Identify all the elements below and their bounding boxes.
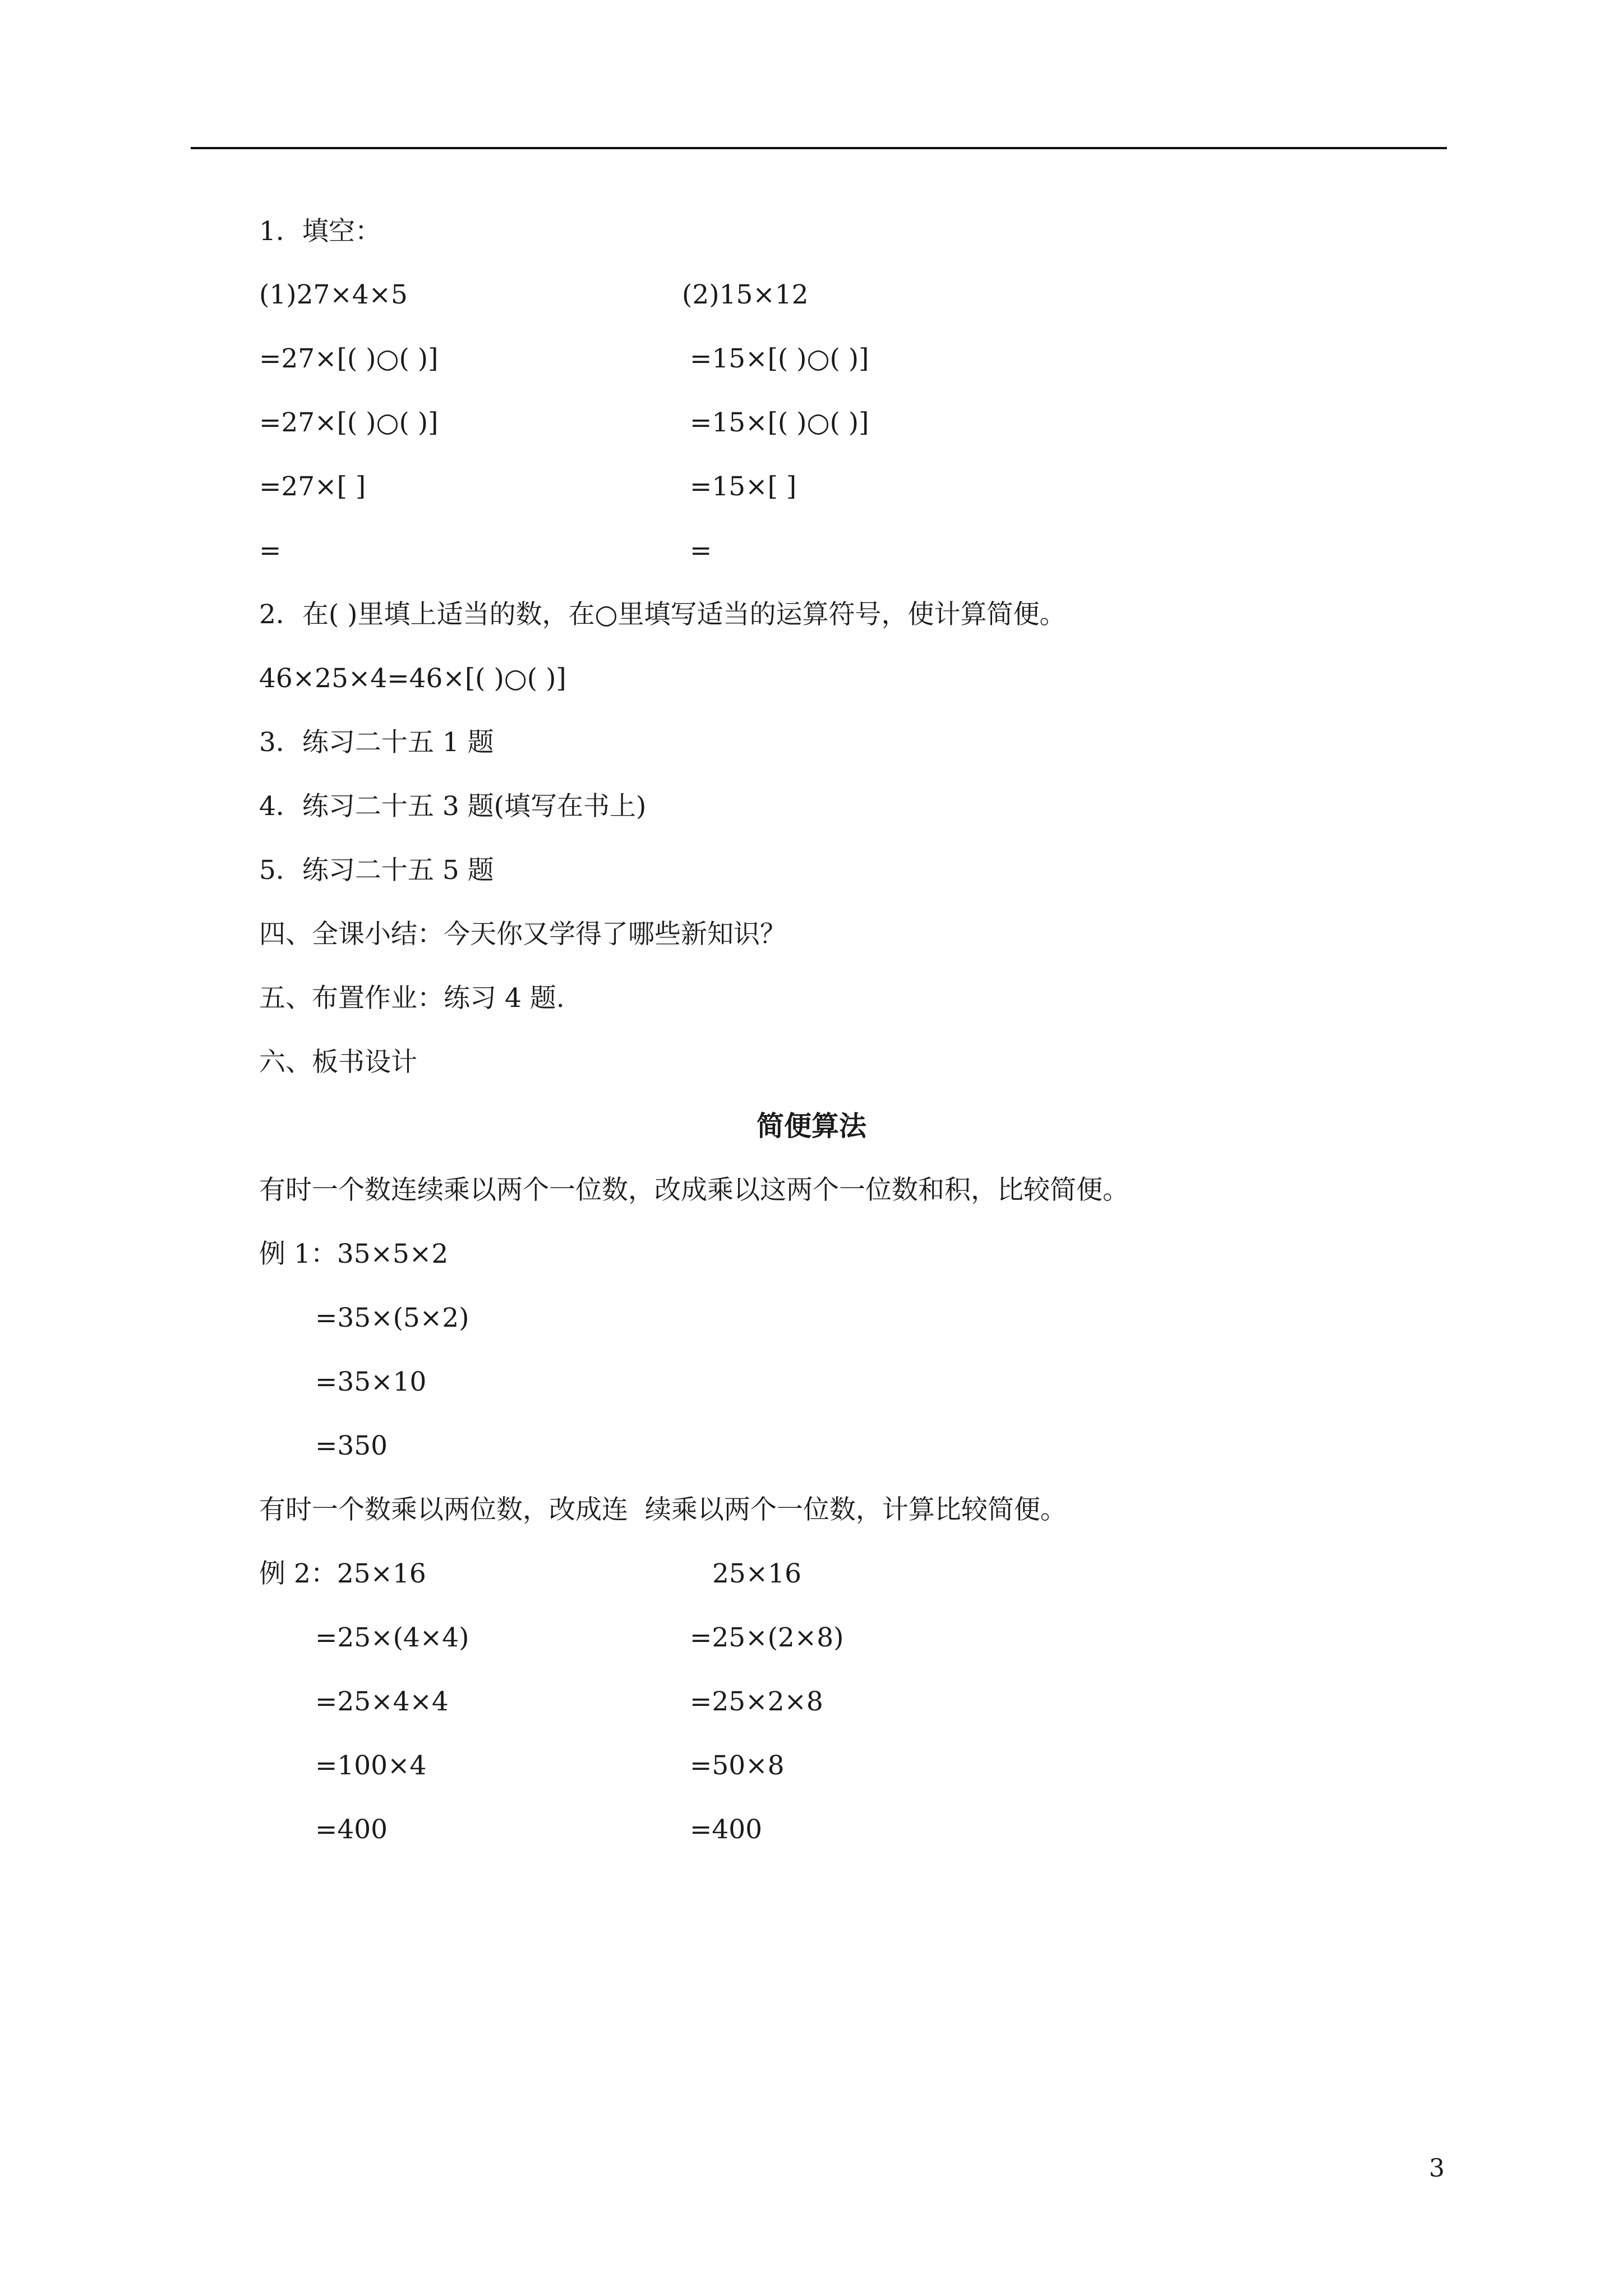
example-1-line: =35×(5×2) <box>315 1303 469 1333</box>
board-title: 简便算法 <box>756 1110 866 1142</box>
exercise-1-right-line: = <box>690 535 712 566</box>
example-2-left-line: =400 <box>315 1814 388 1845</box>
exercise-1-left-line: =27×[ ] <box>259 471 366 502</box>
exercise-1-right-line: =15×[( )○( )] <box>690 343 869 374</box>
exercise-1-left-line: (1)27×4×5 <box>259 279 408 310</box>
page-number: 3 <box>1429 2154 1445 2183</box>
board-rule-2: 有时一个数乘以两位数，改成连 续乘以两个一位数，计算比较简便。 <box>259 1494 1067 1525</box>
example-2-right-line: =25×(2×8) <box>690 1622 844 1653</box>
example-1-line: =35×10 <box>315 1366 427 1397</box>
exercise-2-expression: 46×25×4=46×[( )○( )] <box>259 663 566 694</box>
exercise-2-instruction: 2．在( )里填上适当的数，在○里填写适当的运算符号，使计算简便。 <box>259 599 1066 630</box>
exercise-1-left-line: = <box>259 535 282 566</box>
example-1-line: =350 <box>315 1430 388 1461</box>
example-2-left-line: =25×4×4 <box>315 1686 449 1717</box>
example-2-right-line: 25×16 <box>712 1558 801 1589</box>
example-2-right-line: =25×2×8 <box>690 1686 823 1717</box>
exercise-1-heading: 1．填空： <box>259 216 381 247</box>
exercise-5: 5．练习二十五 5 题 <box>259 855 494 886</box>
exercise-3: 3．练习二十五 1 题 <box>259 727 494 758</box>
summary-section: 四、全课小结：今天你又学得了哪些新知识？ <box>259 919 786 950</box>
exercise-1-left-line: =27×[( )○( )] <box>259 407 439 438</box>
homework-section: 五、布置作业：练习 4 题. <box>259 983 565 1014</box>
example-2-left-line: =100×4 <box>315 1750 427 1781</box>
exercise-1-right-line: =15×[( )○( )] <box>690 407 869 438</box>
exercise-4: 4．练习二十五 3 题(填写在书上) <box>259 791 647 822</box>
example-1-line: 例 1：35×5×2 <box>259 1239 449 1269</box>
exercise-1-right-line: =15×[ ] <box>690 471 797 502</box>
example-2-left-line: =25×(4×4) <box>315 1622 469 1653</box>
example-2-left-line: 例 2：25×16 <box>259 1558 426 1589</box>
exercise-1-right-line: (2)15×12 <box>682 279 809 310</box>
example-2-right-line: =50×8 <box>690 1750 785 1781</box>
board-rule-1: 有时一个数连续乘以两个一位数，改成乘以这两个一位数和积，比较简便。 <box>259 1175 1129 1205</box>
exercise-1-left-line: =27×[( )○( )] <box>259 343 439 374</box>
board-design-heading: 六、板书设计 <box>259 1047 417 1078</box>
header-rule <box>191 147 1447 149</box>
example-2-right-line: =400 <box>690 1814 763 1845</box>
